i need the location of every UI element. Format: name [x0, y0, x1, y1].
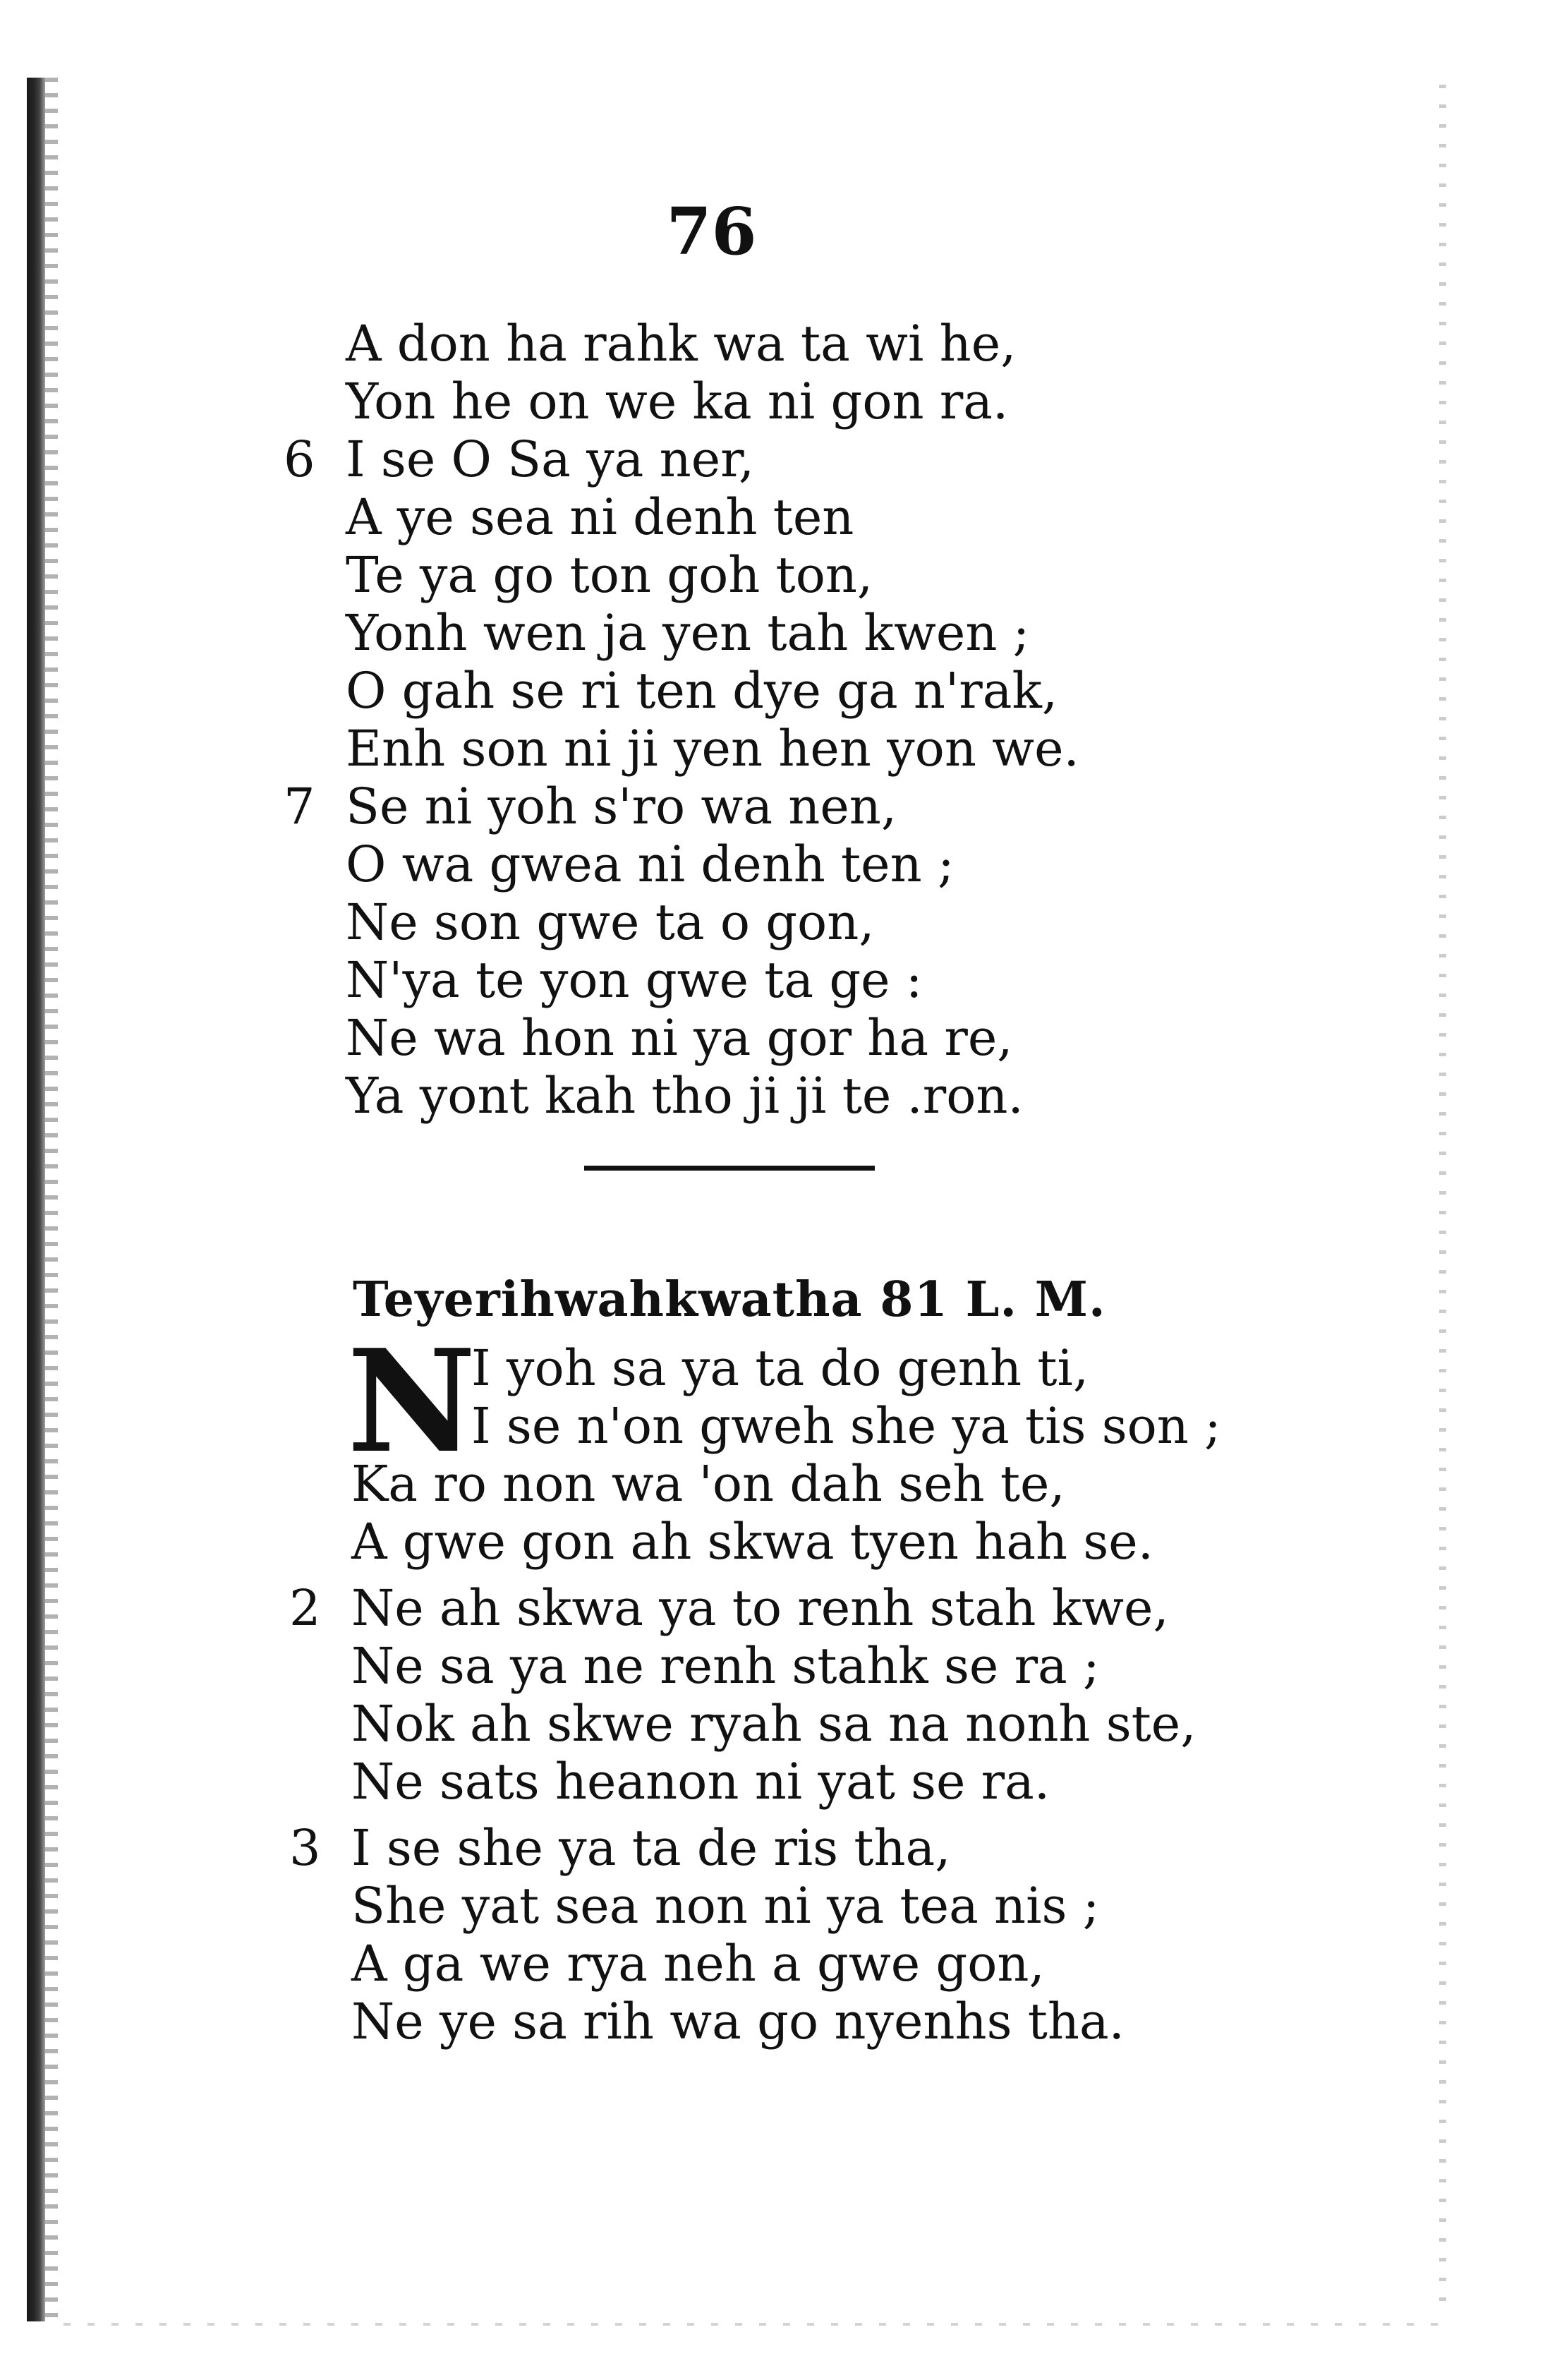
verse-number: 3 — [289, 1819, 321, 1877]
verse-line: I se n'on gweh she ya tis son ; — [471, 1397, 1221, 1455]
verse-number: 6 — [284, 430, 315, 488]
verse-line: Te ya go ton goh ton, — [346, 546, 873, 604]
hymn-title: Teyerihwahkwatha 81 L. M. — [353, 1271, 1106, 1328]
verse-line: Nok ah skwe ryah sa na nonh ste, — [351, 1695, 1196, 1753]
verse-line: A ye sea ni denh ten — [346, 488, 854, 546]
verse-line: O wa gwea ni denh ten ; — [346, 835, 955, 893]
verse-line: Enh son ni ji yen hen yon we. — [346, 720, 1079, 778]
top-verses — [284, 315, 1079, 1125]
verse-text: Se ni yoh s'ro wa nen, — [346, 778, 897, 835]
verse-number: 7 — [284, 778, 315, 835]
page-number: 76 — [666, 193, 757, 270]
verse-line: N'ya te yon gwe ta ge : — [346, 951, 923, 1009]
verse-text: Ne ah skwa ya to renh stah kwe, — [351, 1579, 1169, 1637]
drop-cap: N — [347, 1319, 476, 1485]
verse-text: I se O Sa ya ner, — [346, 430, 755, 488]
hymn-first-verse-top — [471, 1339, 1221, 1455]
verse-line: A gwe gon ah skwa tyen hah se. — [351, 1513, 1153, 1571]
verse-line: Ne sats heanon ni yat se ra. — [351, 1753, 1050, 1811]
verse-line: Ne ye sa rih wa go nyenhs tha. — [351, 1993, 1125, 2050]
hymn-verses — [289, 1455, 1196, 2050]
verse-line: I yoh sa ya ta do genh ti, — [471, 1339, 1089, 1397]
verse-line: She yat sea non ni ya tea nis ; — [351, 1877, 1100, 1935]
verse-line: A ga we rya neh a gwe gon, — [351, 1935, 1045, 1993]
binding-shadow — [45, 78, 58, 2321]
verse-line: A don ha rahk wa ta wi he, — [346, 315, 1017, 373]
verse-line — [284, 430, 1079, 488]
verse-line — [289, 1819, 1196, 1877]
verse-line — [284, 778, 1079, 835]
verse-line: Yonh wen ja yen tah kwen ; — [346, 604, 1030, 662]
verse-line: Ne wa hon ni ya gor ha re, — [346, 1009, 1013, 1067]
right-trim-edge — [1439, 85, 1446, 2307]
verse-line: O gah se ri ten dye ga n'rak, — [346, 662, 1058, 720]
section-divider — [584, 1166, 875, 1171]
verse-line: Yon he on we ka ni gon ra. — [346, 373, 1009, 430]
bottom-trim-edge — [63, 2323, 1446, 2326]
verse-text: I se she ya ta de ris tha, — [351, 1819, 951, 1877]
verse-line: Ne sa ya ne renh stahk se ra ; — [351, 1637, 1100, 1695]
verse-line — [289, 1579, 1196, 1637]
verse-line: Ne son gwe ta o gon, — [346, 893, 875, 951]
verse-number: 2 — [289, 1579, 321, 1637]
verse-line: Ka ro non wa 'on dah seh te, — [351, 1455, 1065, 1513]
binding-edge — [27, 78, 45, 2321]
verse-line: Ya yont kah tho ji ji te .ron. — [346, 1067, 1024, 1125]
